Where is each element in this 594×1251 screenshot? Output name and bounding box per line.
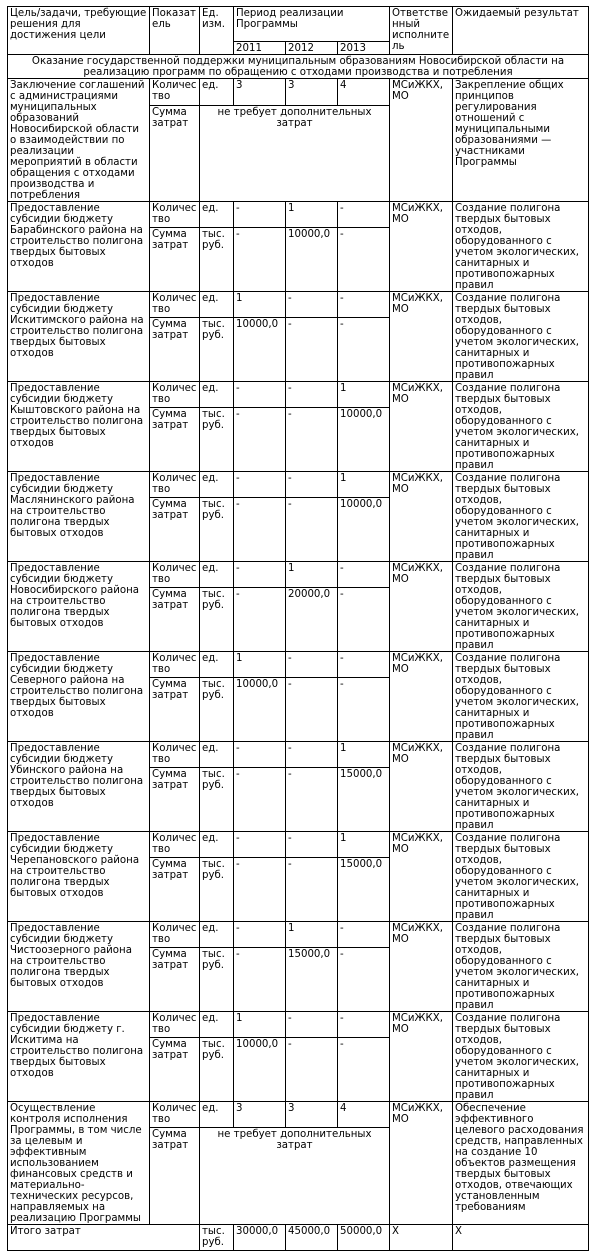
- header-period: Период реализации Программы: [234, 7, 390, 42]
- indicator-qty: Количество: [150, 562, 200, 588]
- sum-value-2012: -: [286, 498, 338, 562]
- sum-value-2011: 10000,0: [234, 318, 286, 382]
- measure-goal: Предоставление субсидии бюджету Искитимского района на строительство полигона твердых бытовых отходов: [8, 292, 150, 382]
- responsible: МСиЖКХ, МО: [390, 1012, 453, 1102]
- qty-value-2011: 1: [234, 652, 286, 678]
- unit-sum: тыс. руб.: [200, 408, 234, 472]
- measure-row: [8, 652, 589, 678]
- expected-result: Создание полигона твердых бытовых отходов, оборудованного с учетом экологических, санитарных и противопожарных правил: [453, 832, 589, 922]
- no-extra-costs: не требует дополнительных затрат: [200, 105, 390, 201]
- qty-value-2012: 3: [286, 1102, 338, 1128]
- total-value-2011: 30000,0: [234, 1225, 286, 1251]
- total-responsible: Х: [390, 1225, 453, 1251]
- indicator-qty: Количество: [150, 382, 200, 408]
- section-title: Оказание государственной поддержки муниципальным образованиям Новосибирской области на реализацию программ по обращению с отходами производства и потребления: [8, 55, 589, 79]
- sum-value-2011: -: [234, 948, 286, 1012]
- indicator-sum: Сумма затрат: [150, 105, 200, 201]
- qty-value-2011: 3: [234, 1102, 286, 1128]
- qty-value-2013: -: [338, 562, 390, 588]
- indicator-sum: Сумма затрат: [150, 948, 200, 1012]
- total-result: Х: [453, 1225, 589, 1251]
- measure-row: [8, 1102, 589, 1128]
- measure-goal: Предоставление субсидии бюджету Кыштовского района на строительство полигона твердых бытовых отходов: [8, 382, 150, 472]
- unit-qty: ед.: [200, 562, 234, 588]
- sum-value-2011: -: [234, 498, 286, 562]
- indicator-qty: Количество: [150, 202, 200, 228]
- unit-sum: тыс. руб.: [200, 768, 234, 832]
- qty-value-2012: -: [286, 472, 338, 498]
- sum-value-2013: 10000,0: [338, 408, 390, 472]
- unit-sum: тыс. руб.: [200, 498, 234, 562]
- qty-value-2013: -: [338, 292, 390, 318]
- sum-value-2013: -: [338, 1038, 390, 1102]
- sum-value-2012: 10000,0: [286, 228, 338, 292]
- header-unit: Ед. изм.: [200, 7, 234, 55]
- sum-value-2011: -: [234, 858, 286, 922]
- sum-value-2013: 15000,0: [338, 858, 390, 922]
- qty-value-2012: 3: [286, 79, 338, 106]
- qty-value-2013: 4: [338, 1102, 390, 1128]
- qty-value-2012: 1: [286, 562, 338, 588]
- header-year-2011: 2011: [234, 42, 286, 55]
- unit-sum: тыс. руб.: [200, 948, 234, 1012]
- qty-value-2013: -: [338, 202, 390, 228]
- measure-row: [8, 382, 589, 408]
- sum-value-2013: -: [338, 948, 390, 1012]
- indicator-sum: Сумма затрат: [150, 678, 200, 742]
- unit-qty: ед.: [200, 1102, 234, 1128]
- sum-value-2012: -: [286, 408, 338, 472]
- qty-value-2012: -: [286, 382, 338, 408]
- indicator-sum: Сумма затрат: [150, 498, 200, 562]
- sum-value-2011: 10000,0: [234, 678, 286, 742]
- qty-value-2013: 1: [338, 382, 390, 408]
- qty-value-2012: -: [286, 652, 338, 678]
- indicator-sum: Сумма затрат: [150, 408, 200, 472]
- total-row: [8, 1225, 589, 1251]
- indicator-sum: Сумма затрат: [150, 768, 200, 832]
- responsible: МСиЖКХ, МО: [390, 472, 453, 562]
- indicator-qty: Количество: [150, 1102, 200, 1128]
- indicator-qty: Количество: [150, 922, 200, 948]
- expected-result: Создание полигона твердых бытовых отходов, оборудованного с учетом экологических, санитарных и противопожарных правил: [453, 472, 589, 562]
- responsible: МСиЖКХ, МО: [390, 922, 453, 1012]
- indicator-qty: Количество: [150, 292, 200, 318]
- unit-sum: тыс. руб.: [200, 678, 234, 742]
- qty-value-2012: -: [286, 832, 338, 858]
- total-value-2012: 45000,0: [286, 1225, 338, 1251]
- measure-goal: Заключение соглашений с администрациями муниципальных образований Новосибирской области о взаимодействии по реализации мероприятий в области обращения с отходами производства и потребления: [8, 79, 150, 202]
- measure-row: [8, 562, 589, 588]
- measure-row: [8, 832, 589, 858]
- qty-value-2011: -: [234, 562, 286, 588]
- unit-sum: тыс. руб.: [200, 858, 234, 922]
- sum-value-2011: 10000,0: [234, 1038, 286, 1102]
- expected-result: Создание полигона твердых бытовых отходов, оборудованного с учетом экологических, санитарных и противопожарных правил: [453, 1012, 589, 1102]
- unit-qty: ед.: [200, 79, 234, 106]
- responsible: МСиЖКХ, МО: [390, 79, 453, 202]
- unit-qty: ед.: [200, 742, 234, 768]
- qty-value-2011: -: [234, 742, 286, 768]
- measure-row: [8, 292, 589, 318]
- measure-row: [8, 742, 589, 768]
- qty-value-2012: 1: [286, 202, 338, 228]
- qty-value-2011: -: [234, 202, 286, 228]
- responsible: МСиЖКХ, МО: [390, 1102, 453, 1225]
- indicator-sum: Сумма затрат: [150, 1128, 200, 1225]
- indicator-qty: Количество: [150, 472, 200, 498]
- sum-value-2013: 15000,0: [338, 768, 390, 832]
- sum-value-2013: 10000,0: [338, 498, 390, 562]
- sum-value-2013: -: [338, 678, 390, 742]
- qty-value-2011: 1: [234, 1012, 286, 1038]
- qty-value-2013: 1: [338, 832, 390, 858]
- indicator-qty: Количество: [150, 1012, 200, 1038]
- sum-value-2012: 15000,0: [286, 948, 338, 1012]
- measure-goal: Предоставление субсидии бюджету Маслянинского района на строительство полигона твердых бытовых отходов: [8, 472, 150, 562]
- header-goal: Цель/задачи, требующие решения для достижения цели: [8, 7, 150, 55]
- sum-value-2011: -: [234, 408, 286, 472]
- measure-goal: Предоставление субсидии бюджету г. Искитима на строительство полигона твердых бытовых отходов: [8, 1012, 150, 1102]
- unit-sum: тыс. руб.: [200, 588, 234, 652]
- qty-value-2012: 1: [286, 922, 338, 948]
- no-extra-costs: не требует дополнительных затрат: [200, 1128, 390, 1225]
- header-year-2013: 2013: [338, 42, 390, 55]
- total-value-2013: 50000,0: [338, 1225, 390, 1251]
- qty-value-2011: 1: [234, 292, 286, 318]
- indicator-sum: Сумма затрат: [150, 1038, 200, 1102]
- program-measures-table: [7, 6, 589, 1251]
- sum-value-2012: -: [286, 318, 338, 382]
- responsible: МСиЖКХ, МО: [390, 382, 453, 472]
- sum-value-2013: -: [338, 588, 390, 652]
- qty-value-2013: 4: [338, 79, 390, 106]
- qty-value-2011: -: [234, 472, 286, 498]
- responsible: МСиЖКХ, МО: [390, 562, 453, 652]
- measure-row: [8, 922, 589, 948]
- unit-qty: ед.: [200, 652, 234, 678]
- qty-value-2012: -: [286, 292, 338, 318]
- responsible: МСиЖКХ, МО: [390, 652, 453, 742]
- header-year-2012: 2012: [286, 42, 338, 55]
- measure-goal: Предоставление субсидии бюджету Чистоозерного района на строительство полигона твердых бытовых отходов: [8, 922, 150, 1012]
- indicator-qty: Количество: [150, 652, 200, 678]
- expected-result: Создание полигона твердых бытовых отходов, оборудованного с учетом экологических, санитарных и противопожарных правил: [453, 292, 589, 382]
- qty-value-2011: 3: [234, 79, 286, 106]
- unit-sum: тыс. руб.: [200, 1038, 234, 1102]
- qty-value-2011: -: [234, 922, 286, 948]
- qty-value-2011: -: [234, 832, 286, 858]
- header-row: [8, 7, 589, 42]
- sum-value-2011: -: [234, 588, 286, 652]
- qty-value-2012: -: [286, 742, 338, 768]
- sum-value-2013: -: [338, 318, 390, 382]
- qty-value-2013: -: [338, 652, 390, 678]
- qty-value-2013: 1: [338, 742, 390, 768]
- expected-result: Создание полигона твердых бытовых отходов, оборудованного с учетом экологических, санитарных и противопожарных правил: [453, 652, 589, 742]
- indicator-sum: Сумма затрат: [150, 858, 200, 922]
- unit-sum: тыс. руб.: [200, 228, 234, 292]
- expected-result: Создание полигона твердых бытовых отходов, оборудованного с учетом экологических, санитарных и противопожарных правил: [453, 922, 589, 1012]
- expected-result: Обеспечение эффективного целевого расходования средств, направленных на создание 10 объектов размещения твердых бытовых отходов, отвечающих установленным требованиям: [453, 1102, 589, 1225]
- qty-value-2013: 1: [338, 472, 390, 498]
- unit-sum: тыс. руб.: [200, 318, 234, 382]
- measure-row: [8, 202, 589, 228]
- measure-row: [8, 472, 589, 498]
- expected-result: Создание полигона твердых бытовых отходов, оборудованного с учетом экологических, санитарных и противопожарных правил: [453, 742, 589, 832]
- sum-value-2013: -: [338, 228, 390, 292]
- sum-value-2012: 20000,0: [286, 588, 338, 652]
- section-row: [8, 55, 589, 79]
- sum-value-2012: -: [286, 1038, 338, 1102]
- header-responsible: Ответственный исполнитель: [390, 7, 453, 55]
- sum-value-2011: -: [234, 768, 286, 832]
- unit-qty: ед.: [200, 382, 234, 408]
- measure-goal: Осуществление контроля исполнения Программы, в том числе за целевым и эффективным использованием финансовых средств и материально-технических ресурсов, направляемых на реализацию Программы: [8, 1102, 150, 1225]
- sum-value-2012: -: [286, 678, 338, 742]
- expected-result: Создание полигона твердых бытовых отходов, оборудованного с учетом экологических, санитарных и противопожарных правил: [453, 202, 589, 292]
- unit-qty: ед.: [200, 292, 234, 318]
- expected-result: Закрепление общих принципов регулирования отношений с муниципальными образованиями — участниками Программы: [453, 79, 589, 202]
- responsible: МСиЖКХ, МО: [390, 832, 453, 922]
- qty-value-2013: -: [338, 1012, 390, 1038]
- sum-value-2011: -: [234, 228, 286, 292]
- sum-value-2012: -: [286, 768, 338, 832]
- indicator-qty: Количество: [150, 742, 200, 768]
- indicator-sum: Сумма затрат: [150, 228, 200, 292]
- measure-row: [8, 79, 589, 106]
- measure-goal: Предоставление субсидии бюджету Северного района на строительство полигона твердых бытовых отходов: [8, 652, 150, 742]
- measure-goal: Предоставление субсидии бюджету Барабинского района на строительство полигона твердых бытовых отходов: [8, 202, 150, 292]
- unit-qty: ед.: [200, 202, 234, 228]
- indicator-qty: Количество: [150, 832, 200, 858]
- header-result: Ожидаемый результат: [453, 7, 589, 55]
- responsible: МСиЖКХ, МО: [390, 292, 453, 382]
- measure-goal: Предоставление субсидии бюджету Убинского района на строительство полигона твердых бытовых отходов: [8, 742, 150, 832]
- unit-qty: ед.: [200, 922, 234, 948]
- total-label: Итого затрат: [8, 1225, 200, 1251]
- qty-value-2013: -: [338, 922, 390, 948]
- total-unit: тыс. руб.: [200, 1225, 234, 1251]
- qty-value-2011: -: [234, 382, 286, 408]
- unit-qty: ед.: [200, 472, 234, 498]
- measure-row: [8, 1012, 589, 1038]
- indicator-qty: Количество: [150, 79, 200, 106]
- header-indicator: Показатель: [150, 7, 200, 55]
- qty-value-2012: -: [286, 1012, 338, 1038]
- sum-value-2012: -: [286, 858, 338, 922]
- unit-qty: ед.: [200, 1012, 234, 1038]
- indicator-sum: Сумма затрат: [150, 318, 200, 382]
- responsible: МСиЖКХ, МО: [390, 742, 453, 832]
- expected-result: Создание полигона твердых бытовых отходов, оборудованного с учетом экологических, санитарных и противопожарных правил: [453, 562, 589, 652]
- measure-goal: Предоставление субсидии бюджету Новосибирского района на строительство полигона твердых бытовых отходов: [8, 562, 150, 652]
- indicator-sum: Сумма затрат: [150, 588, 200, 652]
- unit-qty: ед.: [200, 832, 234, 858]
- measure-goal: Предоставление субсидии бюджету Черепановского района на строительство полигона твердых бытовых отходов: [8, 832, 150, 922]
- expected-result: Создание полигона твердых бытовых отходов, оборудованного с учетом экологических, санитарных и противопожарных правил: [453, 382, 589, 472]
- responsible: МСиЖКХ, МО: [390, 202, 453, 292]
